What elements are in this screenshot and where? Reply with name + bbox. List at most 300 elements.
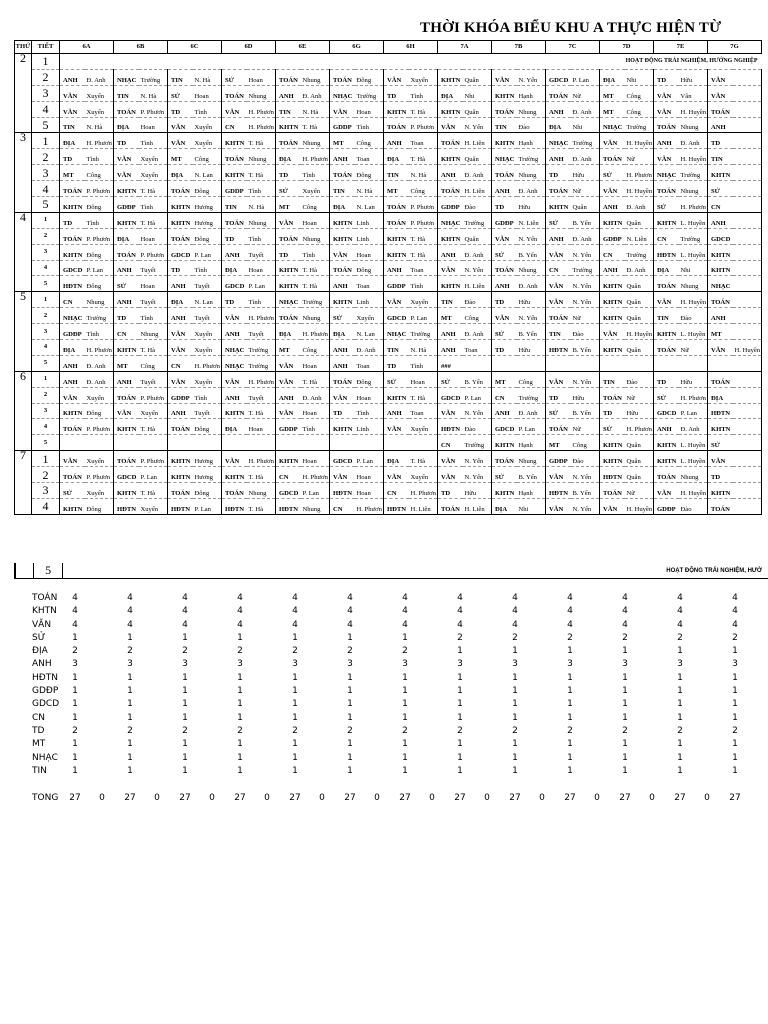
count-value: 4 xyxy=(677,606,683,617)
subject-cell: CN xyxy=(330,498,355,514)
subject-cell: KHTN xyxy=(168,451,193,467)
teacher-cell: T. Hà xyxy=(409,451,438,467)
timetable-row xyxy=(15,276,762,292)
count-value: 4 xyxy=(567,593,573,603)
teacher-cell: Hoan xyxy=(355,244,384,260)
teacher-cell: T. Hà xyxy=(409,244,438,260)
count-value: 3 xyxy=(182,659,188,670)
subject-cell: ANH xyxy=(492,403,517,419)
count-value: 1 xyxy=(292,712,298,723)
teacher-cell: P. Lan xyxy=(463,387,492,403)
subject-cell: MT xyxy=(708,324,733,340)
subject-cell: ANH xyxy=(384,403,409,419)
count-value: 1 xyxy=(622,672,628,683)
teacher-cell: T. Hà xyxy=(139,212,168,228)
teacher-cell: Hạnh xyxy=(517,133,546,149)
subject-cell xyxy=(492,355,517,371)
subject-cell: SỬ xyxy=(438,371,463,387)
count-value: 1 xyxy=(402,752,408,763)
timetable-row xyxy=(15,355,762,371)
subject-cell: TOÁN xyxy=(276,308,301,324)
teacher-cell: Tuyết xyxy=(247,387,276,403)
subject-cell: MT xyxy=(60,165,85,181)
count-value: 1 xyxy=(457,672,463,683)
count-value: 4 xyxy=(127,606,133,617)
subject-cell: SỬ xyxy=(708,435,733,451)
teacher-cell: Xuyến xyxy=(409,69,438,85)
subject-cell: SỬ xyxy=(492,244,517,260)
subject-cell: SỬ xyxy=(330,308,355,324)
teacher-cell: Tình xyxy=(139,308,168,324)
teacher-cell: Tình xyxy=(85,149,114,165)
subject-cell: GDCD xyxy=(384,308,409,324)
total-value: 27 xyxy=(289,793,301,804)
subject-cell: KHTN xyxy=(708,419,733,435)
subject-cell: SỬ xyxy=(222,69,247,85)
teacher-cell: P. Phươn xyxy=(139,244,168,260)
teacher-cell: Đ. Anh xyxy=(517,403,546,419)
teacher-cell: N. Lan xyxy=(355,324,384,340)
subject-cell: VĂN xyxy=(708,85,733,101)
subject-cell: VĂN xyxy=(600,324,625,340)
teacher-cell: Quân xyxy=(463,149,492,165)
subject-cell: KHTN xyxy=(114,181,139,197)
teacher-cell: Hạnh xyxy=(517,483,546,499)
count-value: 2 xyxy=(512,725,518,736)
header-class: 6H xyxy=(384,41,438,54)
count-value: 2 xyxy=(567,632,573,643)
subject-cell: VĂN xyxy=(276,355,301,371)
count-value: 4 xyxy=(402,606,408,617)
subject-cell: KHTN xyxy=(492,133,517,149)
count-value: 2 xyxy=(567,725,573,736)
subject-cell: ANH xyxy=(546,149,571,165)
teacher-cell: P. Phươn xyxy=(85,467,114,483)
teacher-cell: H. Phươn xyxy=(625,419,654,435)
subject-cell: TOÁN xyxy=(384,197,409,213)
subject-cell: ANH xyxy=(546,101,571,117)
teacher-cell xyxy=(733,212,762,228)
teacher-cell: Đào xyxy=(571,451,600,467)
count-value: 4 xyxy=(732,606,738,617)
subject-cell: MT xyxy=(276,340,301,356)
teacher-cell xyxy=(733,197,762,213)
timetable-row xyxy=(15,117,762,133)
subject-name: KHTN xyxy=(32,606,57,617)
teacher-cell xyxy=(301,435,330,451)
total-value: 27 xyxy=(344,793,356,804)
subject-cell: TOÁN xyxy=(546,308,571,324)
teacher-cell: N. Yến xyxy=(571,371,600,387)
timetable-row xyxy=(15,324,762,340)
count-value: 4 xyxy=(677,619,683,630)
subject-cell: TD xyxy=(222,292,247,308)
teacher-cell: P. Phươn xyxy=(85,181,114,197)
teacher-cell: Đ. Anh xyxy=(571,149,600,165)
teacher-cell: Tình xyxy=(409,355,438,371)
subject-cell: ĐỊA xyxy=(492,498,517,514)
teacher-cell: T. Hà xyxy=(409,101,438,117)
count-value: 4 xyxy=(182,619,188,630)
count-value: 1 xyxy=(457,646,463,657)
activity-cell: HOẠT ĐỘNG TRẢI NGHIỆM, HƯỚNG NGHIỆP xyxy=(60,54,762,70)
subject-cell: ANH xyxy=(492,276,517,292)
subject-cell: MT xyxy=(600,101,625,117)
teacher-cell: Tình xyxy=(301,165,330,181)
count-value: 2 xyxy=(292,725,298,736)
count-value: 4 xyxy=(512,606,518,617)
header-class: 7A xyxy=(438,41,492,54)
count-value: 4 xyxy=(127,619,133,630)
subject-cell: ANH xyxy=(276,85,301,101)
teacher-cell: T. Hà xyxy=(247,498,276,514)
header-class: 6G xyxy=(330,41,384,54)
teacher-cell: T. Hà xyxy=(247,165,276,181)
timetable-row xyxy=(15,149,762,165)
subject-cell: TOÁN xyxy=(438,498,463,514)
timetable-row xyxy=(15,467,762,483)
teacher-cell: Công xyxy=(301,340,330,356)
subject-cell: TOÁN xyxy=(600,483,625,499)
teacher-cell: Nhung xyxy=(301,69,330,85)
subject-cell xyxy=(60,435,85,451)
teacher-cell: Linh xyxy=(355,292,384,308)
day-cell: 5 xyxy=(15,292,32,371)
count-value: 1 xyxy=(127,672,133,683)
total-label: TONG xyxy=(32,793,59,804)
count-value: 1 xyxy=(567,765,573,776)
subject-cell: KHTN xyxy=(654,324,679,340)
teacher-cell: N. Liên xyxy=(517,212,546,228)
subject-cell: GDCD xyxy=(222,276,247,292)
subject-cell: TOÁN xyxy=(114,387,139,403)
subject-cell: HĐTN xyxy=(276,498,301,514)
day-cell: 7 xyxy=(15,451,32,515)
teacher-cell: Hương xyxy=(193,197,222,213)
count-value: 1 xyxy=(402,672,408,683)
teacher-cell: Nhung xyxy=(139,324,168,340)
teacher-cell: Hữu xyxy=(517,197,546,213)
teacher-cell: Hoan xyxy=(247,260,276,276)
teacher-cell: Công xyxy=(625,85,654,101)
subject-cell: VĂN xyxy=(60,451,85,467)
timetable-row xyxy=(15,54,762,70)
teacher-cell: B. Yến xyxy=(517,244,546,260)
teacher-cell: Tình xyxy=(301,419,330,435)
teacher-cell: N. Hà xyxy=(247,197,276,213)
period-cell: 3 xyxy=(32,483,60,499)
teacher-cell xyxy=(139,435,168,451)
teacher-cell: Xuyến xyxy=(139,403,168,419)
extra-row xyxy=(15,563,768,579)
subject-cell: KHTN xyxy=(654,212,679,228)
subject-cell: TIN xyxy=(546,324,571,340)
teacher-cell: Hoan xyxy=(355,467,384,483)
subject-cell: TD xyxy=(600,403,625,419)
subject-cell: GDCD xyxy=(654,403,679,419)
teacher-cell: Xuyến xyxy=(85,387,114,403)
teacher-cell: Nhung xyxy=(247,85,276,101)
count-value: 4 xyxy=(237,619,243,630)
subject-cell: SỬ xyxy=(546,212,571,228)
teacher-cell: Quân xyxy=(625,435,654,451)
count-value: 1 xyxy=(182,686,188,697)
count-value: 1 xyxy=(237,632,243,643)
teacher-cell: Trường xyxy=(355,85,384,101)
subject-cell: VĂN xyxy=(330,101,355,117)
subject-cell: NHẠC xyxy=(222,355,247,371)
count-value: 2 xyxy=(732,632,738,643)
teacher-cell: Xuyến xyxy=(301,181,330,197)
subject-cell: HĐTN xyxy=(438,419,463,435)
teacher-cell: Hoan xyxy=(139,276,168,292)
teacher-cell: Hoan xyxy=(301,212,330,228)
subject-cell: CN xyxy=(600,244,625,260)
subject-cell: TIN xyxy=(600,371,625,387)
teacher-cell: Tuyết xyxy=(139,292,168,308)
teacher-cell: Tình xyxy=(193,260,222,276)
subject-cell: VĂN xyxy=(276,371,301,387)
subject-cell: ANH xyxy=(492,181,517,197)
count-value: 1 xyxy=(72,632,78,643)
period-cell: 1 xyxy=(32,212,60,228)
teacher-cell: Đ. Anh xyxy=(463,244,492,260)
teacher-cell: N. Hà xyxy=(409,340,438,356)
teacher-cell: Quân xyxy=(571,197,600,213)
subject-cell: VĂN xyxy=(654,292,679,308)
teacher-cell: Trường xyxy=(517,149,546,165)
count-value: 1 xyxy=(347,686,353,697)
count-value: 2 xyxy=(237,646,243,657)
count-value: 2 xyxy=(622,632,628,643)
teacher-cell: Đào xyxy=(679,498,708,514)
teacher-cell: H. Huyền xyxy=(625,498,654,514)
count-value: 2 xyxy=(72,646,78,657)
count-value: 1 xyxy=(457,712,463,723)
subject-cell: TOÁN xyxy=(438,181,463,197)
count-value: 1 xyxy=(732,739,738,750)
subject-cell: TOÁN xyxy=(654,181,679,197)
subject-cell: KHTN xyxy=(438,228,463,244)
teacher-cell: Hữu xyxy=(571,387,600,403)
teacher-cell: Xuyến xyxy=(193,324,222,340)
teacher-cell: Xuyến xyxy=(139,165,168,181)
count-value: 4 xyxy=(402,593,408,603)
teacher-cell: P. Lan xyxy=(409,308,438,324)
subject-cell: NHẠC xyxy=(492,149,517,165)
count-value: 1 xyxy=(732,752,738,763)
subject-cell: TOÁN xyxy=(60,419,85,435)
subject-cell: VĂN xyxy=(708,69,733,85)
teacher-cell: Trường xyxy=(517,387,546,403)
count-value: 1 xyxy=(127,739,133,750)
subject-cell: GDĐP xyxy=(654,498,679,514)
subject-cell: TD xyxy=(546,165,571,181)
count-value: 1 xyxy=(732,699,738,710)
teacher-cell: Đào xyxy=(463,419,492,435)
subject-cell: TOÁN xyxy=(708,292,733,308)
teacher-cell: Đ. Anh xyxy=(463,165,492,181)
subject-cell: ANH xyxy=(222,387,247,403)
teacher-cell: Xuyến xyxy=(409,292,438,308)
period-cell: 4 xyxy=(32,498,60,514)
count-value: 3 xyxy=(127,659,133,670)
teacher-cell: Nhung xyxy=(301,228,330,244)
teacher-cell: Trường xyxy=(625,244,654,260)
count-value: 4 xyxy=(292,606,298,617)
teacher-cell: B. Yến xyxy=(517,467,546,483)
subject-cell: VĂN xyxy=(546,498,571,514)
subject-cell: TD xyxy=(492,340,517,356)
subject-cell: TOÁN xyxy=(330,69,355,85)
subject-cell: GDĐP xyxy=(600,228,625,244)
subject-cell: SỬ xyxy=(114,276,139,292)
count-value: 1 xyxy=(237,699,243,710)
count-value: 1 xyxy=(622,712,628,723)
period-cell: 1 xyxy=(32,292,60,308)
subject-cell: TOÁN xyxy=(708,371,733,387)
teacher-cell: H. Liên xyxy=(463,498,492,514)
subject-cell: ANH xyxy=(438,165,463,181)
teacher-cell: Đ. Anh xyxy=(517,276,546,292)
subject-cell: MT xyxy=(330,133,355,149)
subject-name: TIN xyxy=(32,765,47,776)
teacher-cell: Quân xyxy=(625,276,654,292)
subject-cell: MT xyxy=(600,85,625,101)
subject-cell: VĂN xyxy=(708,451,733,467)
teacher-cell: N. Liên xyxy=(625,228,654,244)
teacher-cell: N. Yến xyxy=(463,260,492,276)
subject-cell: KHTN xyxy=(438,276,463,292)
teacher-cell xyxy=(733,451,762,467)
subject-cell: KHTN xyxy=(60,197,85,213)
teacher-cell: Hoan xyxy=(355,483,384,499)
teacher-cell: Trường xyxy=(679,228,708,244)
teacher-cell: H. Huyền xyxy=(679,101,708,117)
subject-cell: NHẠC xyxy=(600,117,625,133)
subject-cell: ĐỊA xyxy=(276,324,301,340)
subject-name: HĐTN xyxy=(32,672,58,683)
count-value: 1 xyxy=(622,686,628,697)
teacher-cell: Hoan xyxy=(301,403,330,419)
teacher-cell xyxy=(625,355,654,371)
subject-cell: VĂN xyxy=(438,467,463,483)
subject-cell: TOÁN xyxy=(114,451,139,467)
teacher-cell: Nhung xyxy=(679,117,708,133)
teacher-cell: T. Hà xyxy=(139,181,168,197)
subject-cell: SỬ xyxy=(708,181,733,197)
subject-cell: VĂN xyxy=(276,212,301,228)
subject-cell: VĂN xyxy=(546,244,571,260)
subject-cell: TOÁN xyxy=(222,85,247,101)
teacher-cell: Tuyết xyxy=(139,260,168,276)
subject-cell: ANH xyxy=(114,371,139,387)
teacher-cell: Đ. Anh xyxy=(625,197,654,213)
teacher-cell: Tình xyxy=(409,276,438,292)
subject-cell: VĂN xyxy=(222,101,247,117)
teacher-cell: Đ. Anh xyxy=(85,371,114,387)
teacher-cell xyxy=(733,498,762,514)
teacher-cell: Đông xyxy=(85,244,114,260)
subject-cell: VĂN xyxy=(600,498,625,514)
subject-cell: TIN xyxy=(222,197,247,213)
subject-cell: TOÁN xyxy=(546,181,571,197)
count-value: 1 xyxy=(347,712,353,723)
count-value: 1 xyxy=(567,672,573,683)
subject-cell: KHTN xyxy=(222,133,247,149)
teacher-cell: Quân xyxy=(463,101,492,117)
subject-cell: GDĐP xyxy=(168,387,193,403)
teacher-cell: N. Hà xyxy=(85,117,114,133)
subject-count-row xyxy=(30,658,768,671)
teacher-cell: Tình xyxy=(85,212,114,228)
teacher-cell: L. Huyền xyxy=(679,451,708,467)
subject-cell: TD xyxy=(654,69,679,85)
count-value: 2 xyxy=(402,646,408,657)
teacher-cell: Nhung xyxy=(301,498,330,514)
subject-cell: TD xyxy=(546,387,571,403)
count-value: 1 xyxy=(72,686,78,697)
timetable-row xyxy=(15,435,762,451)
subject-cell: TOÁN xyxy=(654,467,679,483)
subject-cell: HĐTN xyxy=(114,498,139,514)
count-value: 1 xyxy=(127,699,133,710)
subject-cell: TD xyxy=(330,403,355,419)
teacher-cell xyxy=(733,165,762,181)
teacher-cell: Hữu xyxy=(463,483,492,499)
subject-cell: ### xyxy=(438,355,463,371)
subject-cell: VĂN xyxy=(222,308,247,324)
count-value: 1 xyxy=(292,699,298,710)
teacher-cell: Hữu xyxy=(625,403,654,419)
teacher-cell: H. Phươn xyxy=(355,498,384,514)
teacher-cell: P. Phươn xyxy=(85,419,114,435)
teacher-cell: T. Hà xyxy=(301,260,330,276)
total-value: 0 xyxy=(374,793,380,804)
subject-cell: KHTN xyxy=(384,101,409,117)
subject-cell: TOÁN xyxy=(708,101,733,117)
subject-cell: HĐTN xyxy=(600,467,625,483)
count-value: 1 xyxy=(732,672,738,683)
subject-cell: TD xyxy=(168,260,193,276)
extra-row-activity: HOẠT ĐỘNG TRẢI NGHIỆM, HƯỚ xyxy=(62,563,768,579)
teacher-cell: Trường xyxy=(409,324,438,340)
teacher-cell: Trường xyxy=(463,435,492,451)
teacher-cell: N. Lan xyxy=(355,197,384,213)
subject-cell: HĐTN xyxy=(654,244,679,260)
count-value: 4 xyxy=(457,606,463,617)
period-cell: 1 xyxy=(32,133,60,149)
teacher-cell: Toan xyxy=(355,355,384,371)
count-value: 1 xyxy=(677,646,683,657)
subject-cell: ANH xyxy=(330,355,355,371)
teacher-cell: Nhung xyxy=(85,292,114,308)
subject-cell: NHẠC xyxy=(276,292,301,308)
period-cell: 3 xyxy=(32,85,60,101)
teacher-cell: T. Hà xyxy=(139,419,168,435)
header-class: 6D xyxy=(222,41,276,54)
subject-cell: KHTN xyxy=(492,483,517,499)
teacher-cell: P. Phươn xyxy=(409,212,438,228)
teacher-cell: Tình xyxy=(301,244,330,260)
teacher-cell: Hoan xyxy=(409,371,438,387)
subject-cell: KHTN xyxy=(600,308,625,324)
count-value: 1 xyxy=(457,699,463,710)
teacher-cell xyxy=(733,483,762,499)
teacher-cell: Hoan xyxy=(139,228,168,244)
teacher-cell: H. Liên xyxy=(463,276,492,292)
teacher-cell: Toan xyxy=(463,340,492,356)
